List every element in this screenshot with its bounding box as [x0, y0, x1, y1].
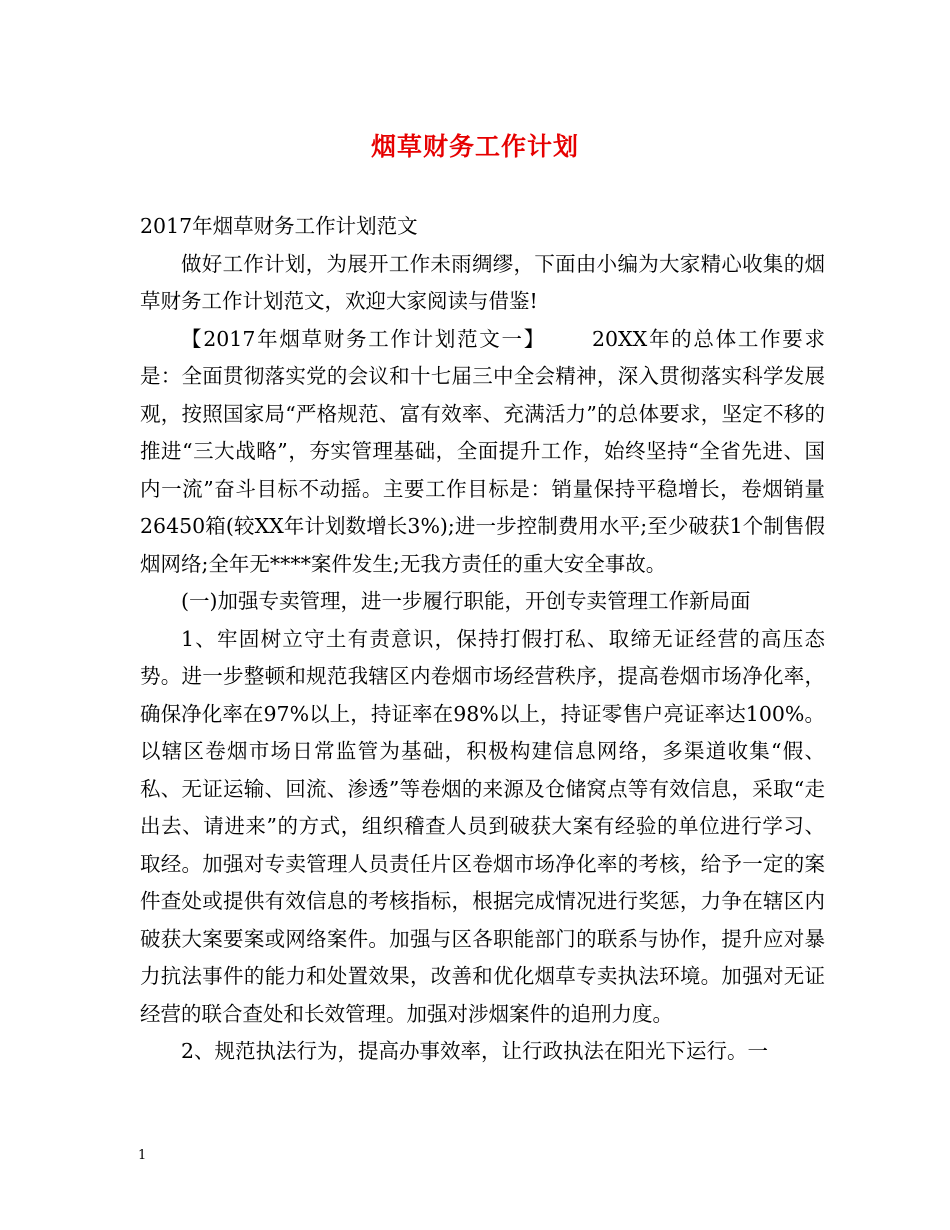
item-1-paragraph: 1、牢固树立守土有责意识，保持打假打私、取缔无证经营的高压态势。进一步整顿和规范我辖区内卷烟市场经营秩序，提高卷烟市场净化率，确保净化率在97%以上，持证率在98%以上，持证零售户亮证率达100%。以辖区卷烟市场日常监管为基础，积极构建信息网络，多渠道收集“假、私、无证运输、回流、渗透”等卷烟的来源及仓储窝点等有效信息，采取“走出去、请进来”的方式，组织稽查人员到破获大案有经验的单位进行学习、取经。加强对专卖管理人员责任片区卷烟市场净化率的考核，给予一定的案件查处或提供有效信息的考核指标，根据完成情况进行奖惩，力争在辖区内破获大案要案或网络案件。加强与区各职能部门的联系与协作，提升应对暴力抗法事件的能力和处置效果，改善和优化烟草专卖执法环境。加强对无证经营的联合查处和长效管理。加强对涉烟案件的追刑力度。: [140, 626, 825, 1026]
item-2-paragraph: 2、规范执法行为，提高办事效率，让行政执法在阳光下运行。一: [181, 1039, 769, 1063]
intro-paragraph: 做好工作计划，为展开工作未雨绸缪，下面由小编为大家精心收集的烟草财务工作计划范文，欢迎大家阅读与借鉴!: [140, 251, 825, 313]
page-number: 1: [138, 1148, 147, 1163]
section-paragraph: [140, 321, 825, 584]
overall-requirements-text: 20XX年的总体工作要求是：全面贯彻落实党的会议和十七届三中全会精神，深入贯彻落实科学发展观，按照国家局“严格规范、富有效率、充满活力”的总体要求，坚定不移的推进“三大战略”，夯实管理基础，全面提升工作，始终坚持“全省先进、国内一流”奋斗目标不动摇。主要工作目标是：销量保持平稳增长，卷烟销量26450箱(较XX年计划数增长3%);进一步控制费用水平;至少破获1个制售假烟网络;全年无****案件发生;无我方责任的重大安全事故。: [140, 326, 825, 576]
document-subtitle: 2017年烟草财务工作计划范文: [140, 214, 418, 238]
section-heading: (一)加强专卖管理，进一步履行职能，开创专卖管理工作新局面: [181, 589, 751, 613]
document-title: 烟草财务工作计划: [370, 132, 579, 161]
section-label: 【2017年烟草财务工作计划范文一】: [181, 326, 546, 351]
document-body: [140, 208, 825, 1071]
